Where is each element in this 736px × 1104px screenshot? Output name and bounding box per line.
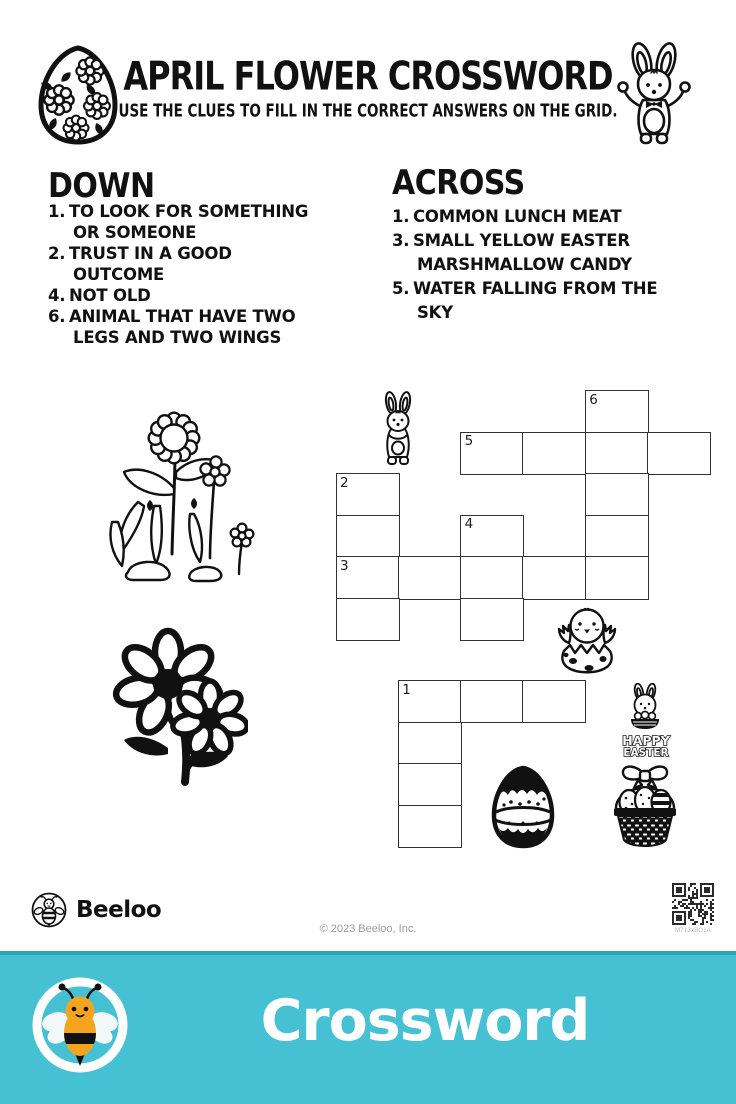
clue-number: 6.: [48, 307, 66, 326]
grid-cell[interactable]: [585, 473, 649, 516]
clue-item: [392, 205, 702, 229]
clue-item: [392, 229, 702, 277]
grid-cell-number: 4: [464, 516, 474, 533]
clue-item: [48, 201, 348, 243]
banner-bee-logo: [28, 973, 132, 1077]
grid-cell[interactable]: [398, 680, 462, 723]
clue-text: TO LOOK FOR SOMETHING OR SOMEONE: [69, 202, 309, 242]
clue-item: [48, 243, 348, 285]
grid-cell-number: 6: [589, 391, 598, 408]
grid-cell-number: 3: [340, 557, 349, 574]
happy-easter-text-line1: HAPPY: [622, 733, 670, 748]
grid-cell-number: 2: [340, 474, 349, 491]
page-title: APRIL FLOWER CROSSWORD: [123, 53, 613, 100]
across-heading: ACROSS: [392, 164, 525, 204]
grid-cell[interactable]: [398, 722, 462, 765]
easter-basket-illustration: [610, 760, 680, 848]
grid-cell[interactable]: [336, 515, 400, 558]
grid-cell[interactable]: [460, 598, 524, 641]
grid-cell[interactable]: [336, 556, 400, 599]
clue-text: ANIMAL THAT HAVE TWO LEGS AND TWO WINGS: [69, 307, 296, 347]
across-clue-list: [392, 205, 702, 325]
clue-item: [48, 306, 348, 348]
clue-text: COMMON LUNCH MEAT: [413, 207, 622, 226]
beeloo-wordmark: Beeloo: [76, 897, 162, 923]
clue-item: [48, 285, 348, 306]
grid-cell[interactable]: [398, 556, 462, 599]
hatching-chick-illustration: [551, 601, 623, 675]
grid-cell[interactable]: [398, 805, 462, 848]
clue-number: 4.: [48, 286, 66, 305]
grid-cell[interactable]: [336, 598, 400, 641]
banner-title: Crossword: [260, 988, 590, 1054]
clue-item: [392, 277, 702, 325]
clue-text: NOT OLD: [69, 286, 151, 305]
grid-cell[interactable]: [460, 515, 524, 558]
decorated-bold-egg-illustration: [487, 765, 559, 849]
grid-cell[interactable]: [460, 432, 524, 475]
clue-number: 2.: [48, 244, 66, 263]
down-clue-list: [48, 201, 348, 348]
small-bunny-illustration: [377, 391, 419, 469]
clue-number: 1.: [48, 202, 66, 221]
grid-cell-number: 5: [464, 433, 474, 450]
grid-cell[interactable]: [522, 680, 586, 723]
flower-bouquet-illustration: [98, 402, 262, 590]
grid-cell[interactable]: [585, 556, 649, 599]
grid-cell[interactable]: [522, 432, 586, 475]
cheering-bunny-illustration: [610, 40, 698, 152]
grid-cell[interactable]: [585, 390, 649, 433]
grid-cell[interactable]: [647, 432, 711, 475]
grid-cell[interactable]: [522, 556, 586, 599]
down-heading: DOWN: [48, 167, 155, 207]
grid-cell[interactable]: [585, 515, 649, 558]
clue-text: TRUST IN A GOOD OUTCOME: [69, 244, 232, 284]
grid-cell-number: 1: [402, 681, 411, 698]
grid-cell[interactable]: [585, 432, 649, 475]
grid-cell[interactable]: [336, 473, 400, 516]
happy-easter-text-line2: EASTER: [623, 747, 669, 759]
clue-number: 3.: [392, 231, 410, 250]
clue-text: WATER FALLING FROM THE SKY: [413, 279, 658, 322]
grid-cell[interactable]: [460, 680, 524, 723]
clue-number: 5.: [392, 279, 410, 298]
clue-text: SMALL YELLOW EASTER MARSHMALLOW CANDY: [413, 231, 632, 274]
qr-code-label: M713xBO1A: [675, 928, 711, 934]
copyright-text: © 2023 Beeloo, Inc.: [319, 923, 417, 935]
clue-number: 1.: [392, 207, 410, 226]
page-subtitle: USE THE CLUES TO FILL IN THE CORRECT ANSWERS ON THE GRID.: [118, 101, 618, 122]
banner-top-edge: [0, 951, 736, 955]
grid-cell[interactable]: [398, 763, 462, 806]
daisies-illustration: [106, 606, 248, 788]
qr-code: [672, 883, 714, 925]
happy-easter-bunny-illustration: [618, 683, 674, 759]
grid-cell[interactable]: [460, 556, 524, 599]
